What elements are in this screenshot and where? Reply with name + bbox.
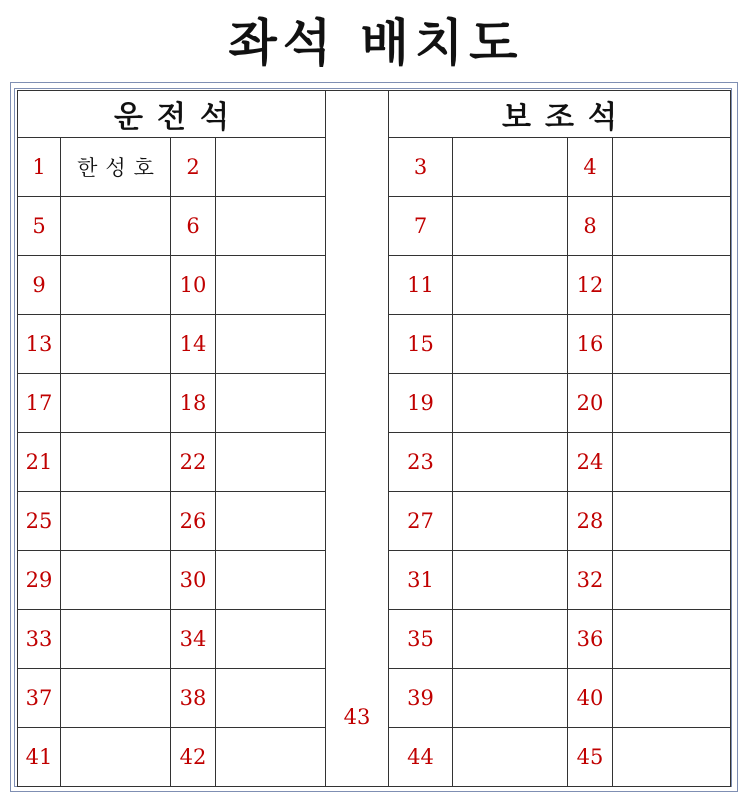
- seat-name-cell: [613, 669, 731, 728]
- seat-name-cell: [61, 669, 171, 728]
- seat-name-cell: [216, 492, 326, 551]
- seat-name-cell: [613, 197, 731, 256]
- seat-name-cell: [61, 197, 171, 256]
- seat-name-cell: [216, 374, 326, 433]
- seat-number: 45: [576, 745, 604, 769]
- aisle-seat-number: 43: [343, 705, 371, 729]
- seat-number-cell: [568, 492, 613, 551]
- seat-number-cell: [171, 433, 216, 492]
- seat-number-cell: [389, 728, 453, 787]
- seat-number: 25: [25, 509, 53, 533]
- passenger-side-header: [389, 91, 731, 138]
- seat-name-cell: [216, 433, 326, 492]
- seat-number-cell: [568, 551, 613, 610]
- seat-number-cell: [389, 492, 453, 551]
- seat-number: 3: [413, 155, 428, 179]
- seat-name-cell: [453, 492, 568, 551]
- passenger-name: [112, 273, 120, 297]
- seat-number-cell: [171, 610, 216, 669]
- seat-number: 32: [576, 568, 604, 592]
- seat-number: 14: [179, 332, 207, 356]
- seat-number: 21: [25, 450, 53, 474]
- seat-name-cell: [216, 256, 326, 315]
- seat-number: 11: [407, 273, 434, 297]
- seat-number-cell: [18, 551, 61, 610]
- seat-name-cell: [453, 669, 568, 728]
- seat-name-cell: [453, 256, 568, 315]
- seat-name-cell: [61, 492, 171, 551]
- seat-number: 2: [186, 155, 200, 179]
- seat-name-cell: [613, 138, 731, 197]
- seat-number: 44: [407, 745, 434, 769]
- seat-number: 37: [25, 686, 53, 710]
- seat-number: 22: [179, 450, 207, 474]
- aisle-column: [326, 91, 389, 787]
- seat-number: 28: [576, 509, 604, 533]
- seat-number-cell: [568, 374, 613, 433]
- seat-number: 27: [407, 509, 434, 533]
- seat-number: 34: [179, 627, 207, 651]
- seat-name-cell: [216, 138, 326, 197]
- seat-name-cell: [453, 315, 568, 374]
- seat-name-cell: [61, 433, 171, 492]
- page-title: 좌석 배치도: [228, 14, 524, 72]
- seat-number-cell: [389, 669, 453, 728]
- seat-name-cell: [216, 551, 326, 610]
- seat-number: 23: [407, 450, 434, 474]
- seat-chart-table: [17, 90, 731, 787]
- seat-number: 12: [576, 273, 604, 297]
- seat-number: 4: [583, 155, 597, 179]
- seat-number: 20: [576, 391, 604, 415]
- seat-number: 24: [576, 450, 604, 474]
- seat-number-cell: [18, 669, 61, 728]
- seat-number: 7: [413, 214, 428, 238]
- passenger-name: [112, 627, 120, 651]
- seat-number: 33: [25, 627, 53, 651]
- header-row: [18, 91, 731, 138]
- passenger-name: [112, 509, 120, 533]
- seat-number-cell: [389, 433, 453, 492]
- seat-number-cell: [389, 551, 453, 610]
- seat-number-cell: [568, 610, 613, 669]
- seat-number: 41: [25, 745, 53, 769]
- seat-name-cell: [613, 551, 731, 610]
- seat-number: 39: [407, 686, 434, 710]
- seat-name-cell: [613, 433, 731, 492]
- seat-number-cell: [568, 433, 613, 492]
- seat-number: 6: [186, 214, 200, 238]
- seat-number-cell: [171, 728, 216, 787]
- seat-number-cell: [18, 374, 61, 433]
- seat-number-cell: [171, 669, 216, 728]
- seat-name-cell: [216, 610, 326, 669]
- seat-number-cell: [389, 197, 453, 256]
- seat-number: 5: [32, 214, 46, 238]
- seat-name-cell: [61, 728, 171, 787]
- seat-number-cell: [568, 315, 613, 374]
- passenger-name: [112, 391, 120, 415]
- seat-number-cell: [568, 256, 613, 315]
- seat-name-cell: [453, 433, 568, 492]
- seat-number: 1: [32, 155, 46, 179]
- seat-name-cell: [61, 138, 171, 197]
- seat-name-cell: [216, 197, 326, 256]
- seat-number-cell: [389, 610, 453, 669]
- seat-name-cell: [613, 374, 731, 433]
- passenger-name: [112, 450, 120, 474]
- passenger-name: [112, 332, 120, 356]
- passenger-name: 한성호: [77, 156, 162, 180]
- seat-number: 29: [25, 568, 53, 592]
- seat-number: 10: [179, 273, 207, 297]
- seat-number: 8: [583, 214, 597, 238]
- seat-name-cell: [61, 256, 171, 315]
- seat-number-cell: [568, 197, 613, 256]
- seat-number-cell: [18, 315, 61, 374]
- passenger-name: [112, 568, 120, 592]
- seat-number: 16: [576, 332, 604, 356]
- seat-name-cell: [613, 728, 731, 787]
- seat-name-cell: [613, 256, 731, 315]
- seat-number-cell: [18, 492, 61, 551]
- seat-name-cell: [61, 374, 171, 433]
- passenger-name: [112, 686, 120, 710]
- seat-name-cell: [453, 728, 568, 787]
- seat-number-cell: [171, 315, 216, 374]
- seat-number-cell: [568, 669, 613, 728]
- seat-number: 18: [179, 391, 207, 415]
- seat-number: 15: [407, 332, 434, 356]
- seat-number-cell: [171, 551, 216, 610]
- seat-number-cell: [389, 315, 453, 374]
- seat-name-cell: [216, 315, 326, 374]
- passenger-name: [112, 214, 120, 238]
- seat-number: 30: [179, 568, 207, 592]
- seat-number: 13: [25, 332, 53, 356]
- seat-number-cell: [389, 256, 453, 315]
- seat-number-cell: [18, 433, 61, 492]
- seat-name-cell: [61, 551, 171, 610]
- seat-name-cell: [453, 610, 568, 669]
- seat-number: 35: [407, 627, 434, 651]
- seat-number-cell: [18, 728, 61, 787]
- seat-number-cell: [18, 197, 61, 256]
- seat-number: 42: [179, 745, 207, 769]
- seat-number-cell: [18, 610, 61, 669]
- seat-number-cell: [18, 256, 61, 315]
- seat-name-cell: [613, 610, 731, 669]
- seat-name-cell: [453, 138, 568, 197]
- seat-name-cell: [453, 551, 568, 610]
- seat-number-cell: [171, 492, 216, 551]
- seat-name-cell: [453, 374, 568, 433]
- driver-side-header: [18, 91, 326, 138]
- seat-number-cell: [171, 197, 216, 256]
- seat-name-cell: [613, 315, 731, 374]
- seat-name-cell: [613, 492, 731, 551]
- seat-number: 38: [179, 686, 207, 710]
- seat-number-cell: [389, 374, 453, 433]
- seat-number: 19: [407, 391, 434, 415]
- seat-number-cell: [568, 138, 613, 197]
- seat-number: 17: [25, 391, 53, 415]
- seat-number: 26: [179, 509, 207, 533]
- seat-name-cell: [216, 669, 326, 728]
- driver-side-label: 운전석: [114, 100, 243, 135]
- seat-number: 40: [576, 686, 604, 710]
- seat-number: 36: [576, 627, 604, 651]
- seat-number: 31: [407, 568, 434, 592]
- seat-number-cell: [171, 138, 216, 197]
- passenger-side-label: 보조석: [502, 100, 631, 135]
- seat-number: 9: [32, 273, 46, 297]
- passenger-name: [112, 745, 120, 769]
- seat-number-cell: [389, 138, 453, 197]
- seat-number-cell: [568, 728, 613, 787]
- seat-name-cell: [61, 315, 171, 374]
- seat-number-cell: [18, 138, 61, 197]
- seat-name-cell: [453, 197, 568, 256]
- seat-name-cell: [216, 728, 326, 787]
- seat-name-cell: [61, 610, 171, 669]
- seat-number-cell: [171, 256, 216, 315]
- seat-number-cell: [171, 374, 216, 433]
